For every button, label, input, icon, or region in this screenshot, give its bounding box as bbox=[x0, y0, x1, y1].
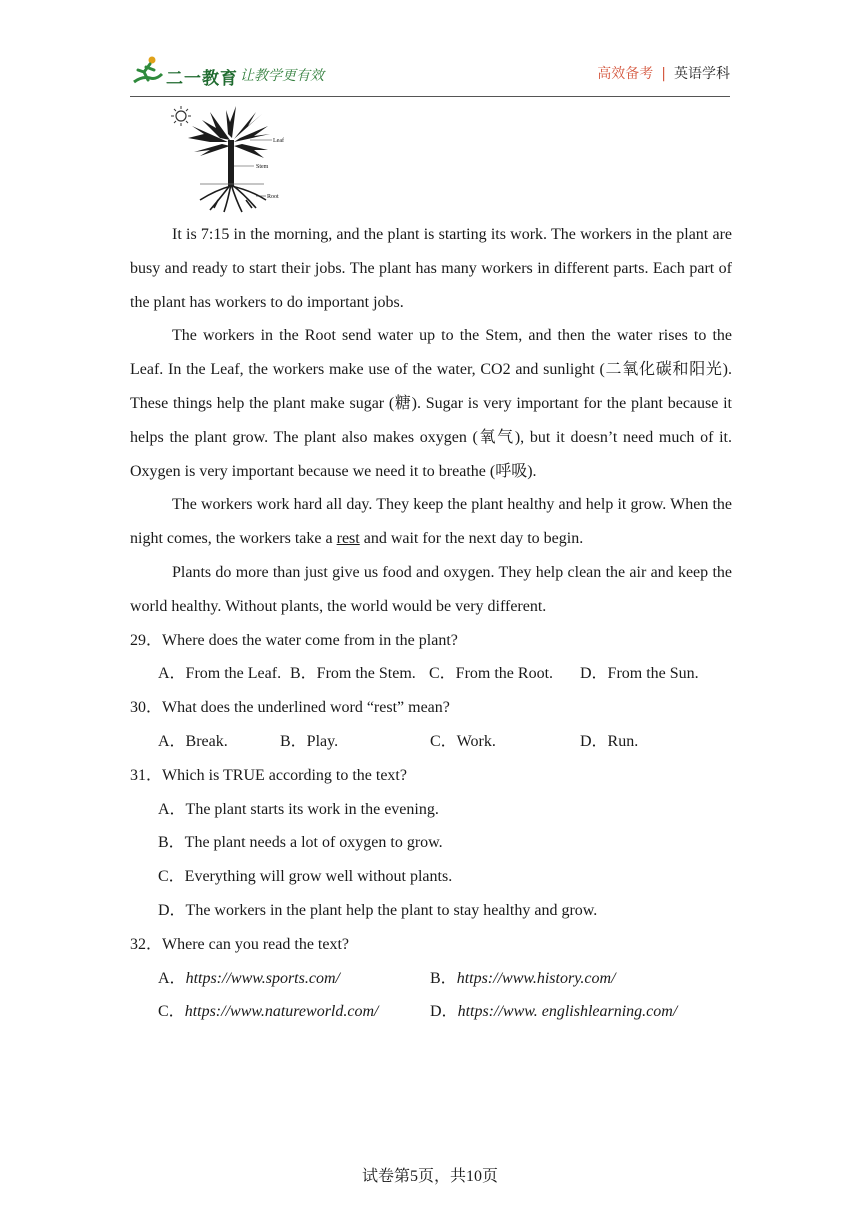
header-tag-subject: 英语学科 bbox=[674, 66, 730, 82]
option-b[interactable]: B．The plant needs a lot of oxygen to grow. bbox=[158, 834, 443, 852]
option-d[interactable] bbox=[430, 995, 677, 1029]
option-url: https://www.natureworld.com/ bbox=[184, 1003, 379, 1021]
question-29-options bbox=[130, 657, 732, 691]
underlined-word-rest: rest bbox=[336, 530, 360, 548]
label-stem: Stem bbox=[256, 164, 269, 170]
paragraph-1: It is 7:15 in the morning, and the plant is starting its work. The workers in the plant are busy and ready to start their jobs. The plant has many workers in different parts. Each part of the plant has workers to do important jobs. bbox=[130, 226, 732, 311]
option-a[interactable] bbox=[158, 962, 340, 996]
paragraph-4: Plants do more than just give us food and oxygen. They help clean the air and keep the world healthy. Without plants, the world would be very different. bbox=[130, 563, 732, 615]
question-30-options bbox=[130, 725, 732, 759]
option-a[interactable]: A．From the Leaf. bbox=[158, 665, 282, 683]
option-url: https://www.history.com/ bbox=[456, 969, 616, 987]
option-c[interactable] bbox=[158, 995, 378, 1029]
option-c[interactable]: C．Everything will grow well without plants. bbox=[158, 868, 453, 886]
option-c[interactable]: C．From the Root. bbox=[429, 665, 554, 683]
option-letter: D． bbox=[430, 1003, 458, 1021]
option-c[interactable]: C．Work. bbox=[430, 732, 496, 750]
reading-passage bbox=[130, 218, 732, 1029]
header-separator: | bbox=[661, 66, 666, 82]
brand-name: 二一教育 bbox=[166, 69, 238, 89]
paragraph-3 bbox=[130, 488, 732, 556]
sun-icon bbox=[171, 106, 191, 126]
question-32-options-row-2 bbox=[130, 995, 732, 1029]
option-url: https://www. englishlearning.com/ bbox=[457, 1003, 678, 1021]
question-30: 30．What does the underlined word “rest” mean? bbox=[130, 699, 450, 717]
question-32: 32．Where can you read the text? bbox=[130, 935, 350, 953]
paragraph-2: The workers in the Root send water up to the Stem, and then the water rises to the Leaf. In the Leaf, the workers make use of the water, CO2 and sunlight (二氧化碳和阳光). These things help the plant make sugar (糖). Sugar is very important for the plant because it helps the plant grow. The plant also makes oxygen (氧气), but it doesn’t need much of it. Oxygen is very important because we need it to breathe (呼吸). bbox=[130, 327, 732, 480]
page-header bbox=[130, 52, 730, 96]
brand-slogan: 让教学更有效 bbox=[240, 68, 324, 84]
page-number: 试卷第5页，共10页 bbox=[361, 1168, 498, 1185]
option-a[interactable]: A．Break. bbox=[158, 732, 228, 750]
option-d[interactable]: D．The workers in the plant help the plant to stay healthy and grow. bbox=[158, 901, 598, 919]
label-root: Root bbox=[267, 194, 279, 200]
plant-diagram bbox=[170, 104, 300, 216]
question-31: 31．Which is TRUE according to the text? bbox=[130, 766, 407, 784]
option-b[interactable]: B．Play. bbox=[280, 732, 339, 750]
header-tags bbox=[597, 63, 730, 83]
option-b[interactable] bbox=[430, 962, 616, 996]
brand-logo bbox=[130, 54, 340, 90]
paragraph-3-before: The workers work hard all day. They keep the plant healthy and help it grow. When the night comes, the workers take a bbox=[130, 496, 732, 548]
option-d[interactable]: D．From the Sun. bbox=[580, 665, 699, 683]
header-tag-exam: 高效备考 bbox=[597, 66, 654, 82]
option-d[interactable]: D．Run. bbox=[580, 732, 639, 750]
option-letter: A． bbox=[158, 969, 186, 987]
plant-illustration bbox=[170, 104, 300, 216]
option-url: https://www.sports.com/ bbox=[185, 969, 340, 987]
stem bbox=[228, 140, 234, 186]
question-32-options-row-1 bbox=[130, 962, 732, 996]
option-letter: C． bbox=[158, 1003, 185, 1021]
question-29: 29．Where does the water come from in the plant? bbox=[130, 631, 458, 649]
option-letter: B． bbox=[430, 969, 457, 987]
header-rule bbox=[130, 96, 730, 97]
label-leaf: Leaf bbox=[273, 138, 284, 144]
option-a[interactable]: A．The plant starts its work in the evening. bbox=[158, 800, 439, 818]
option-b[interactable]: B．From the Stem. bbox=[290, 665, 416, 683]
runner-logo-icon bbox=[130, 54, 164, 88]
paragraph-3-after: and wait for the next day to begin. bbox=[359, 530, 584, 548]
roots bbox=[200, 184, 266, 212]
